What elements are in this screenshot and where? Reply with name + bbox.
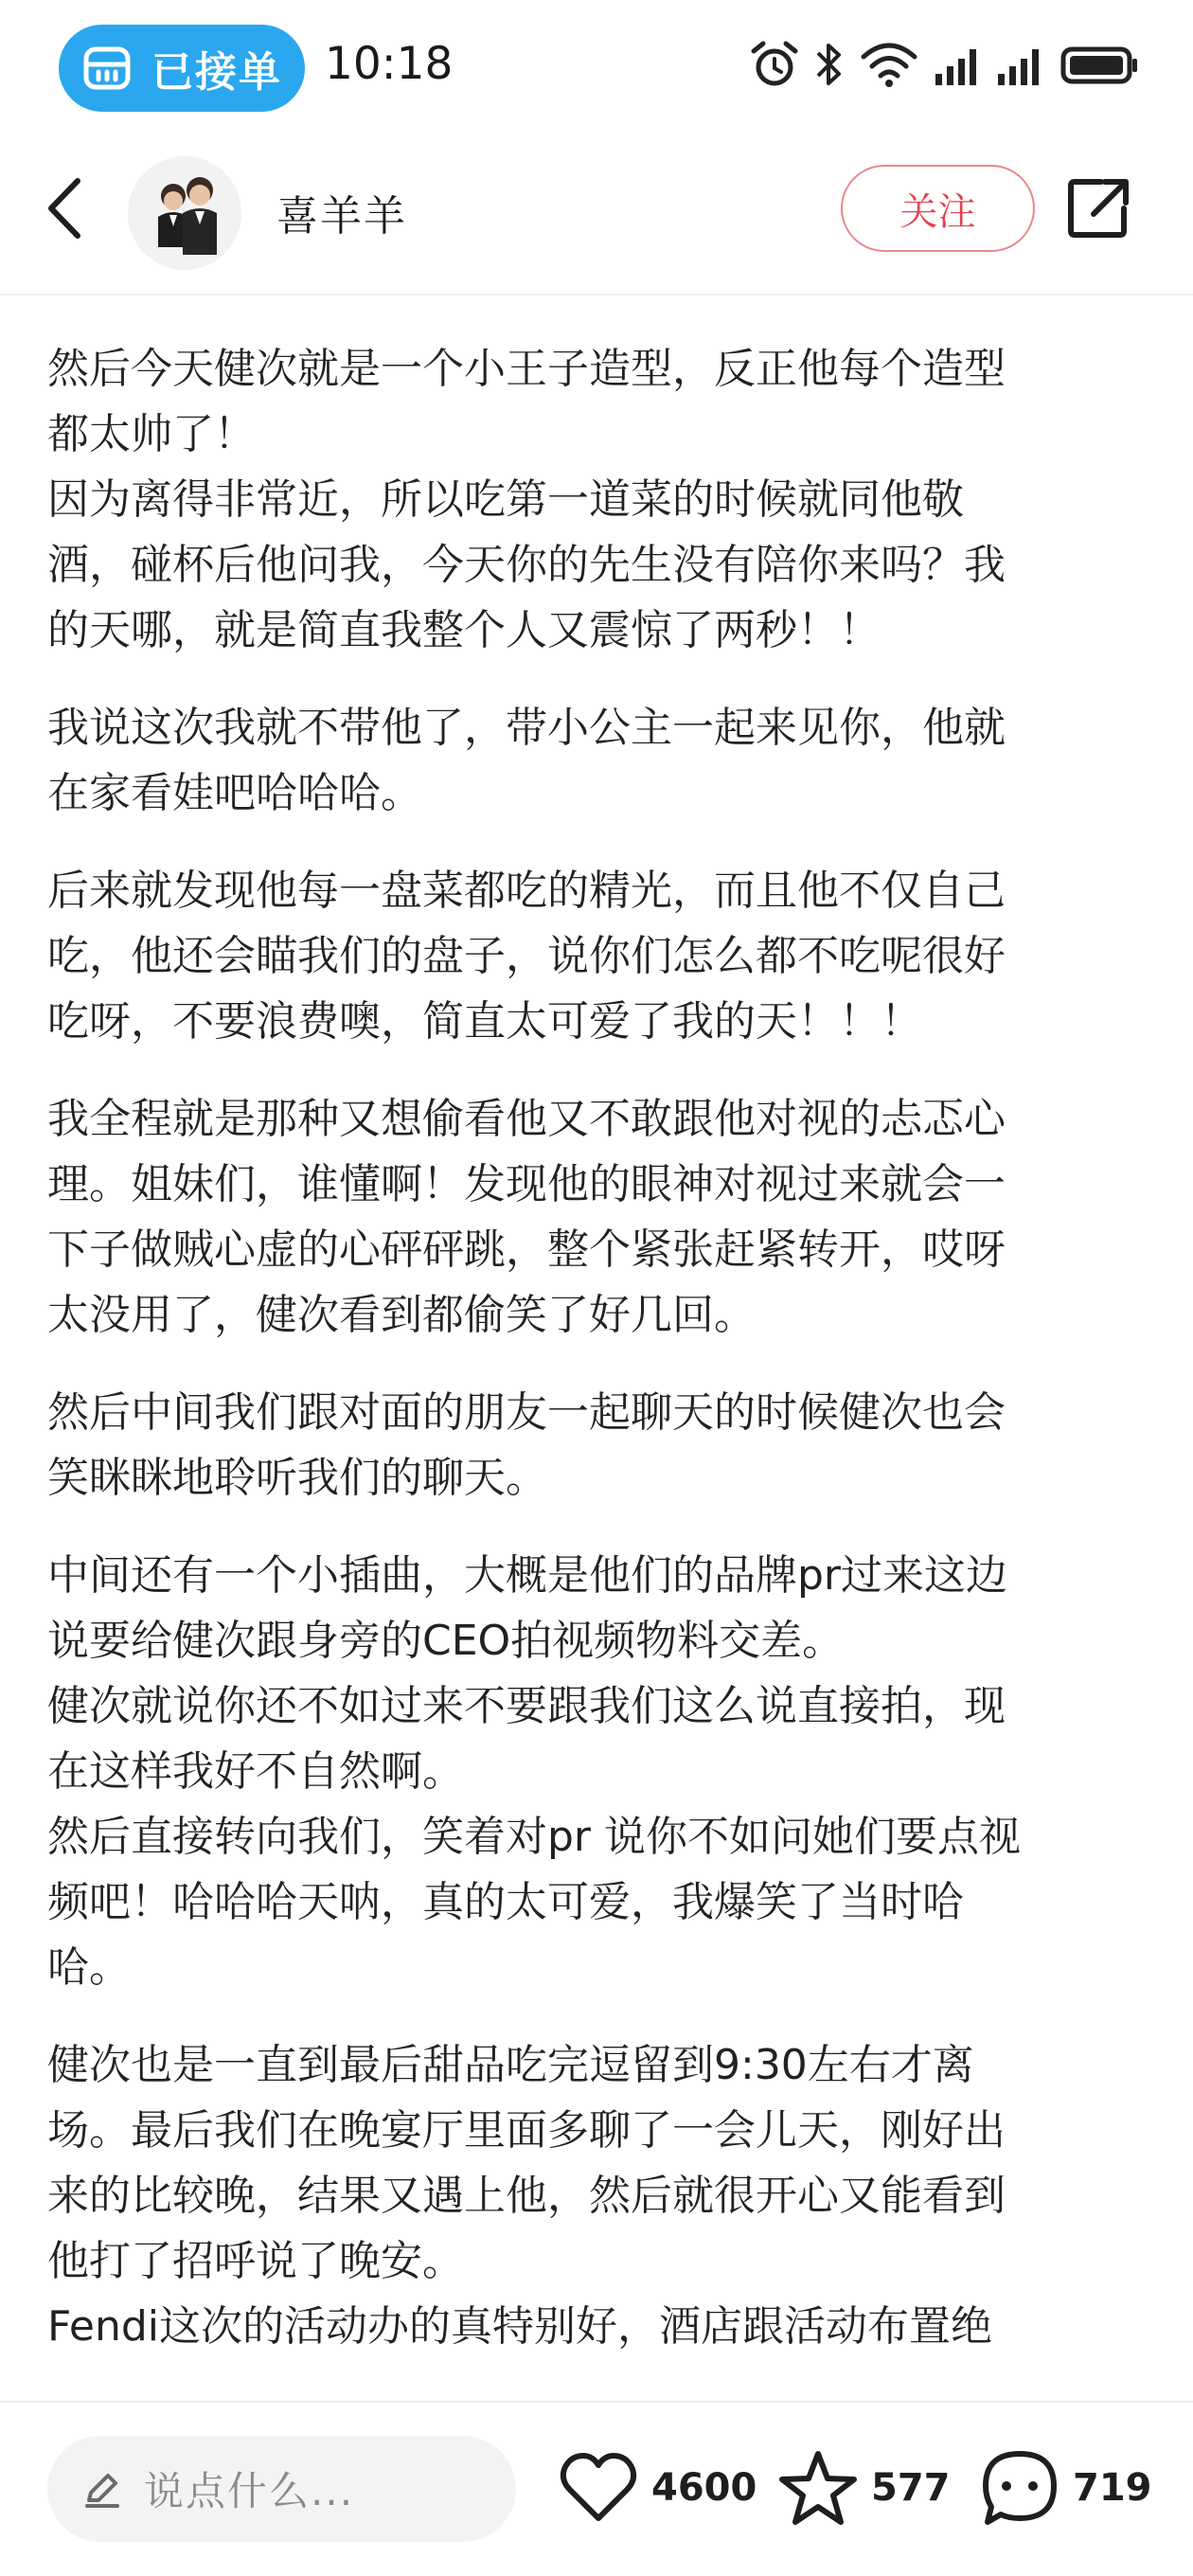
article-line: Fendi这次的活动办的真特别好，酒店跟活动布置绝: [47, 2302, 993, 2351]
article-paragraph: [47, 336, 1150, 663]
article-line: 吃呀，不要浪费噢，简直太可爱了我的天！！！: [47, 997, 922, 1046]
author-name[interactable]: 喜羊羊: [276, 192, 407, 241]
article-line: 哈。: [47, 1943, 131, 1992]
article-line: 在这样我好不自然啊。: [47, 1747, 464, 1796]
comment-input[interactable]: [47, 2436, 516, 2542]
article-line: 来的比较晚，结果又遇上他，然后就很开心又能看到: [47, 2172, 1006, 2220]
comment-bubble-icon: [980, 2448, 1059, 2528]
comment-count: 719: [1073, 2466, 1152, 2510]
comment-button[interactable]: [980, 2445, 1152, 2531]
order-status-label: 已接单: [151, 48, 282, 97]
article-paragraph: [47, 1543, 1150, 2000]
comment-placeholder: 说点什么...: [144, 2468, 355, 2514]
follow-button[interactable]: 关注: [841, 165, 1035, 252]
article-line: 的天哪，就是简直我整个人又震惊了两秒！！: [47, 606, 881, 654]
article-line: 吃，他还会瞄我们的盘子，说你们怎么都不吃呢很好: [47, 932, 1006, 980]
article-paragraph: [47, 2032, 1150, 2359]
bottom-action-bar: [0, 2401, 1193, 2576]
article-line: 健次就说你还不如过来不要跟我们这么说直接拍，现: [47, 1682, 1006, 1730]
article-line: 下子做贼心虚的心砰砰跳，整个紧张赶紧转开，哎呀: [47, 1225, 1006, 1274]
article-paragraph: [47, 858, 1150, 1054]
article-line: 我说这次我就不带他了，带小公主一起来见你，他就: [47, 704, 1006, 752]
article-line: 他打了招呼说了晚安。: [47, 2237, 464, 2285]
heart-icon: [559, 2452, 638, 2524]
article-line: 然后中间我们跟对面的朋友一起聊天的时候健次也会: [47, 1388, 1006, 1437]
pencil-icon: [81, 2468, 123, 2510]
article-paragraph: [47, 1380, 1150, 1511]
article-line: 理。姐妹们，谁懂啊！发现他的眼神对视过来就会一: [47, 1160, 1006, 1208]
like-button[interactable]: [559, 2445, 757, 2531]
article-line: 太没用了，健次看到都偷笑了好几回。: [47, 1291, 756, 1339]
post-body: [47, 336, 1150, 2391]
article-paragraph: [47, 1086, 1150, 1348]
article-line: 酒，碰杯后他问我，今天你的先生没有陪你来吗？我: [47, 541, 1006, 589]
article-line: 中间还有一个小插曲，大概是他们的品牌pr过来这边: [47, 1551, 1008, 1600]
article-line: 说要给健次跟身旁的CEO拍视频物料交差。: [47, 1617, 845, 1665]
article-line: 频吧！哈哈哈天呐，真的太可爱，我爆笑了当时哈: [47, 1878, 964, 1926]
status-time: 10:18: [325, 38, 454, 90]
article-line: 在家看娃吧哈哈哈。: [47, 769, 422, 817]
article-paragraph: [47, 695, 1150, 826]
article-line: 我全程就是那种又想偷看他又不敢跟他对视的忐忑心: [47, 1095, 1006, 1143]
article-line: 场。最后我们在晚宴厅里面多聊了一会儿天，刚好出: [47, 2106, 1006, 2155]
article-line: 后来就发现他每一盘菜都吃的精光，而且他不仅自己: [47, 867, 1006, 915]
article-line: 因为离得非常近，所以吃第一道菜的时候就同他敬: [47, 475, 964, 524]
article-line: 健次也是一直到最后甜品吃完逗留到9:30左右才离: [47, 2041, 974, 2089]
favorite-count: 577: [871, 2466, 951, 2510]
like-count: 4600: [651, 2466, 757, 2510]
article-line: 都太帅了！: [47, 410, 256, 458]
article-line: 然后直接转向我们，笑着对pr 说你不如问她们要点视: [47, 1813, 1022, 1861]
article-line: 笑眯眯地聆听我们的聊天。: [47, 1454, 547, 1502]
article-line: 然后今天健次就是一个小王子造型，反正他每个造型: [47, 345, 1006, 393]
star-icon: [778, 2450, 858, 2526]
favorite-button[interactable]: [778, 2445, 951, 2531]
